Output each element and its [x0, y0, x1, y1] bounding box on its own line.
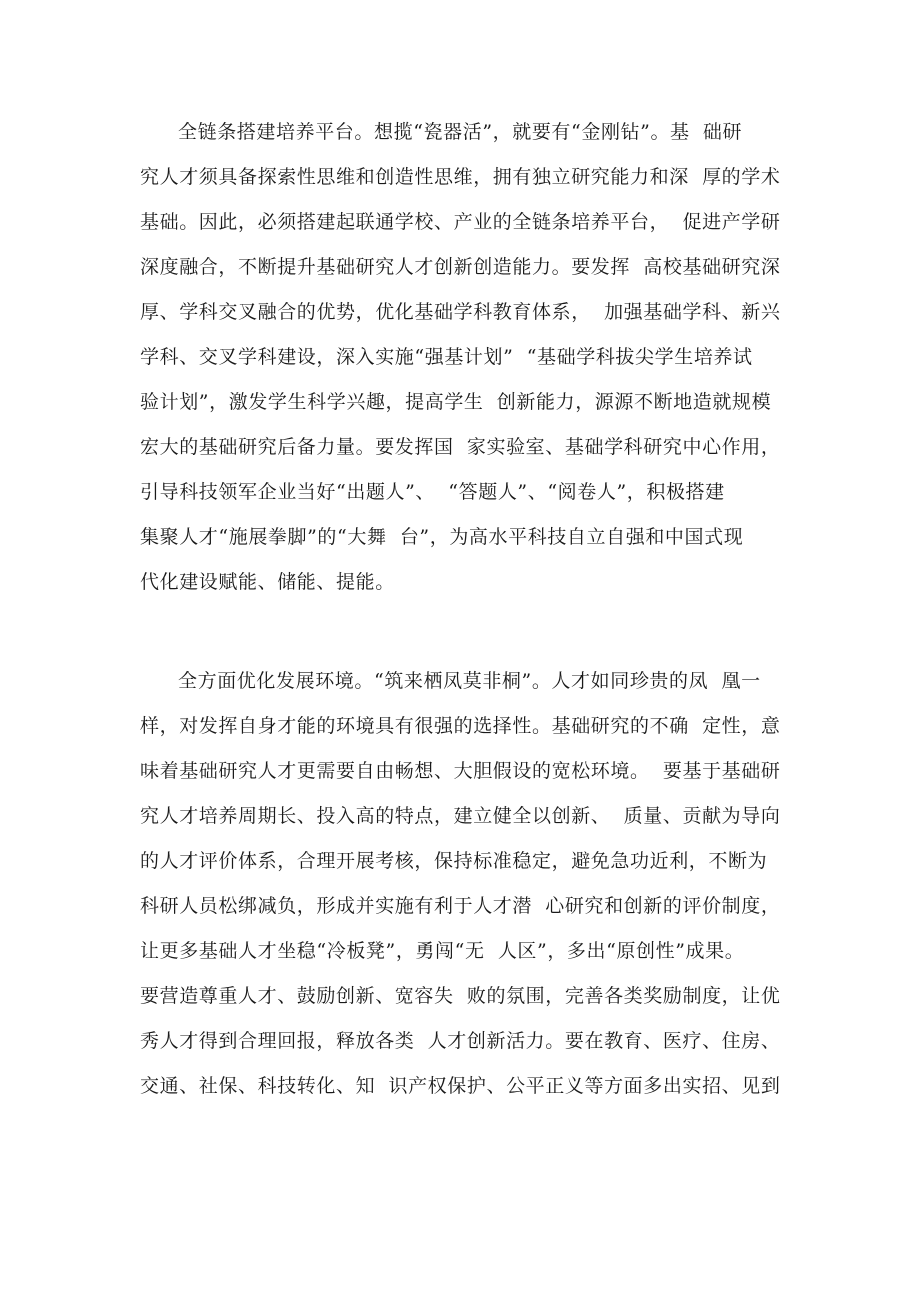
- text-line: 全方面优化发展环境。“筑来栖凤莫非桐”。人才如同珍贵的凤 凰一: [178, 670, 761, 692]
- text-line: 的人才评价体系，合理开展考核，保持标准稳定，避免急功近利，不断为: [140, 850, 768, 872]
- text-line: 宏大的基础研究后备力量。要发挥国 家实验室、基础学科研究中心作用，: [140, 436, 781, 458]
- text-line: 让更多基础人才坐稳“冷板凳”，勇闯“无 人区”，多出“原创性”成果。: [140, 940, 745, 962]
- text-line: 引导科技领军企业当好“出题人”、 “答题人”、“阅卷人”，积极搭建: [140, 481, 725, 503]
- text-line: 交通、社保、科技转化、知 识产权保护、公平正义等方面多出实招、见到: [140, 1075, 781, 1097]
- text-line: 究人才培养周期长、投入高的特点，建立健全以创新、 质量、贡献为导向: [140, 805, 781, 827]
- text-line: 全链条搭建培养平台。想揽“瓷器活”，就要有“金刚钻”。基 础研: [178, 121, 743, 143]
- text-line: 科研人员松绑减负，形成并实施有利于人才潜 心研究和创新的评价制度，: [140, 895, 781, 917]
- text-line: 学科、交叉学科建设，深入实施“强基计划” “基础学科拔尖学生培养试: [140, 346, 753, 368]
- text-line: 深度融合，不断提升基础研究人才创新创造能力。要发挥 高校基础研究深: [140, 256, 781, 278]
- text-line: 味着基础研究人才更需要自由畅想、大胆假设的宽松环境。 要基于基础研: [140, 760, 781, 782]
- text-line: 验计划”，激发学生科学兴趣，提高学生 创新能力，源源不断地造就规模: [140, 391, 772, 413]
- text-line: 秀人才得到合理回报，释放各类 人才创新活力。要在教育、医疗、住房、: [140, 1030, 781, 1052]
- text-line: 基础。因此，必须搭建起联通学校、产业的全链条培养平台， 促进产学研: [140, 211, 781, 233]
- text-line: 究人才须具备探索性思维和创造性思维，拥有独立研究能力和深 厚的学术: [140, 166, 781, 188]
- text-line: 集聚人才“施展拳脚”的“大舞 台”，为高水平科技自立自强和中国式现: [140, 526, 744, 548]
- text-line: 要营造尊重人才、鼓励创新、宽容失 败的氛围，完善各类奖励制度，让优: [140, 985, 781, 1007]
- text-line: 厚、学科交叉融合的优势，优化基础学科教育体系， 加强基础学科、新兴: [140, 301, 781, 323]
- text-line: 样，对发挥自身才能的环境具有很强的选择性。基础研究的不确 定性，意: [140, 715, 781, 737]
- text-line: 代化建设赋能、储能、提能。: [140, 571, 395, 593]
